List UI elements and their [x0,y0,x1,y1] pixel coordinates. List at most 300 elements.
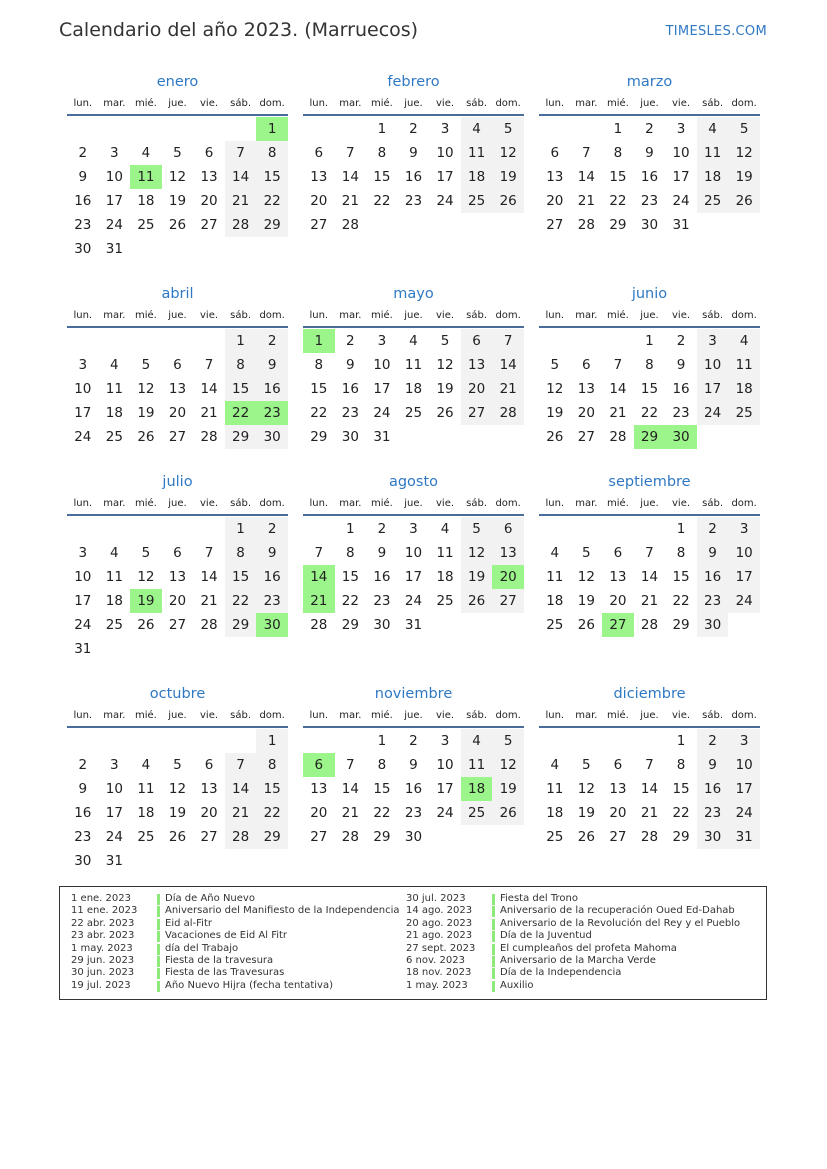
day-cell: 26 [461,589,493,613]
day-cell: 5 [141,357,151,373]
weekday-label: mar. [575,97,598,109]
holiday-date: 1 ene. 2023 [71,893,131,904]
day-cell: 28 [577,217,595,233]
holiday-marker [492,981,495,992]
month-enero [67,70,288,282]
weekday-label: vie. [672,309,691,321]
weekday-label: vie. [436,497,455,509]
holiday-item [406,980,740,992]
holiday-marker [492,944,495,955]
day-cell: 27 [310,829,328,845]
day-cell: 8 [377,145,387,161]
day-cell: 11 [461,141,493,165]
weekday-label: dom. [495,497,521,509]
day-cell: 9 [78,169,88,185]
day-cell: 14 [341,169,359,185]
empty-cell [571,517,603,541]
day-cell: 20 [609,593,627,609]
weekday-label: sáb. [702,97,724,109]
day-cell: 28 [492,401,524,425]
weekday-label: sáb. [230,497,252,509]
day-cell: 4 [550,545,560,561]
holiday-name: Fiesta del Trono [500,893,578,904]
day-cell: 2 [346,333,355,349]
day-cell: 27 [609,829,627,845]
day-cell: 5 [582,545,591,561]
holiday-item [406,930,740,942]
holiday-day-cell: 1 [256,117,288,141]
month-julio [67,470,288,682]
empty-cell [225,117,257,141]
weekday-label: sáb. [466,309,488,321]
day-cell: 22 [672,805,690,821]
empty-cell [162,517,194,541]
empty-cell [99,729,131,753]
weekday-label: jue. [168,97,187,109]
day-cell: 2 [697,517,729,541]
empty-cell [303,729,335,753]
day-cell: 2 [697,729,729,753]
day-grid [303,329,524,449]
day-cell: 2 [409,121,418,137]
day-cell: 4 [141,145,151,161]
holiday-day-cell: 21 [303,589,335,613]
holiday-item [71,967,400,979]
holiday-date: 19 jul. 2023 [71,979,131,991]
day-cell: 24 [373,405,391,421]
holiday-date: 30 jun. 2023 [71,967,135,979]
day-cell: 1 [256,729,288,753]
month-name: marzo [626,74,673,90]
day-cell: 29 [225,613,257,637]
day-cell: 24 [697,401,729,425]
empty-cell [193,329,225,353]
weekday-header [67,304,288,328]
weekday-label: vie. [200,709,219,721]
day-cell: 24 [728,589,760,613]
weekday-label: mar. [103,309,126,321]
empty-cell [162,729,194,753]
month-name: febrero [387,74,440,90]
day-cell: 18 [404,381,423,397]
day-cell: 9 [697,541,729,565]
day-cell: 10 [105,781,123,797]
day-cell: 3 [409,521,418,537]
day-cell: 21 [640,593,659,609]
holidays-list [59,886,767,1000]
day-cell: 26 [577,829,595,845]
day-cell: 4 [141,757,151,773]
day-cell: 17 [105,193,123,209]
day-cell: 13 [609,781,627,797]
holiday-name: Eid al-Fitr [165,917,212,929]
day-cell: 6 [550,145,560,161]
day-cell: 16 [697,777,729,801]
day-cell: 25 [105,617,123,633]
day-cell: 7 [582,145,591,161]
holiday-marker [157,894,160,905]
empty-cell [193,517,225,541]
day-cell: 7 [204,545,214,561]
weekday-label: vie. [436,97,455,109]
day-cell: 26 [546,429,564,445]
day-cell: 26 [492,189,524,213]
empty-cell [335,117,367,141]
day-cell: 18 [436,569,454,585]
day-cell: 21 [492,377,524,401]
day-cell: 7 [314,545,324,561]
day-cell: 19 [728,165,760,189]
day-cell: 30 [697,825,729,849]
month-name: mayo [393,286,434,302]
holiday-item [71,905,400,917]
holiday-item [406,905,740,917]
holiday-item [71,980,400,992]
day-cell: 7 [346,145,355,161]
month-row [67,682,760,894]
weekday-label: lun. [545,709,565,721]
month-name: octubre [149,686,206,702]
day-cell: 19 [492,777,524,801]
holiday-date: 18 nov. 2023 [406,967,472,979]
day-cell: 4 [550,757,560,773]
day-cell: 13 [310,169,328,185]
day-cell: 9 [409,145,418,161]
day-cell: 27 [200,217,218,233]
empty-cell [303,517,335,541]
day-cell: 23 [256,589,288,613]
holiday-name: Aniversario de la Revolución del Rey y el Pueblo [500,917,741,929]
day-cell: 9 [346,357,355,373]
day-cell: 27 [310,217,328,233]
day-cell: 15 [672,569,690,585]
month-febrero [303,70,524,282]
day-grid [303,517,524,637]
day-cell: 24 [105,829,123,845]
day-cell: 15 [256,777,288,801]
empty-cell [130,117,162,141]
day-cell: 15 [256,165,288,189]
day-cell: 24 [436,805,454,821]
month-name: septiembre [608,474,691,490]
day-grid [539,329,760,449]
holiday-marker [492,968,495,979]
weekday-label: jue. [640,497,659,509]
day-cell: 16 [404,781,423,797]
weekday-label: lun. [73,309,93,321]
weekday-label: mié. [134,497,157,509]
day-cell: 7 [613,357,623,373]
weekday-label: jue. [168,309,187,321]
day-cell: 15 [672,781,690,797]
day-cell: 26 [728,189,760,213]
holiday-day-cell: 6 [303,753,335,777]
weekday-label: mié. [606,309,629,321]
day-cell: 17 [74,593,92,609]
weekday-label: jue. [168,497,187,509]
day-cell: 13 [492,541,524,565]
holiday-name: Día de la Independencia [500,967,622,979]
day-cell: 8 [645,357,654,373]
day-cell: 13 [461,353,493,377]
day-cell: 26 [492,801,524,825]
weekday-label: sáb. [702,709,724,721]
day-cell: 14 [225,777,257,801]
holiday-day-cell: 30 [665,425,697,449]
day-grid [539,729,760,849]
day-cell: 12 [436,357,454,373]
holiday-day-cell: 18 [461,777,493,801]
day-cell: 8 [256,753,288,777]
day-cell: 9 [697,753,729,777]
holiday-item [406,893,740,905]
holiday-item [71,955,400,967]
day-cell: 18 [461,165,493,189]
weekday-label: lun. [73,497,93,509]
day-cell: 31 [373,429,391,445]
day-cell: 9 [645,145,654,161]
day-cell: 23 [672,405,690,421]
day-cell: 12 [577,781,595,797]
day-cell: 1 [676,733,686,749]
holiday-name: Fiesta de las Travesuras [165,967,285,979]
day-cell: 20 [461,377,493,401]
weekday-label: mié. [370,709,393,721]
day-cell: 3 [78,545,88,561]
day-cell: 25 [461,189,493,213]
day-cell: 21 [640,805,659,821]
empty-cell [193,729,225,753]
holiday-name: Año Nuevo Hijra (fecha tentativa) [165,979,333,991]
day-cell: 28 [341,829,359,845]
day-cell: 14 [200,569,218,585]
day-cell: 25 [546,617,564,633]
weekday-label: lun. [545,497,565,509]
holiday-marker [157,931,160,942]
day-cell: 21 [225,801,257,825]
day-cell: 22 [640,405,659,421]
day-cell: 14 [492,353,524,377]
day-cell: 29 [256,213,288,237]
day-cell: 12 [137,381,155,397]
day-cell: 31 [105,853,123,869]
day-cell: 30 [74,241,92,257]
day-cell: 17 [74,405,92,421]
day-cell: 23 [640,193,659,209]
weekday-header [539,92,760,116]
day-cell: 23 [341,405,359,421]
weekday-label: mié. [606,497,629,509]
day-cell: 16 [373,569,391,585]
day-cell: 19 [436,381,454,397]
holiday-marker [157,981,160,992]
weekday-label: vie. [436,309,455,321]
day-cell: 16 [74,193,92,209]
weekday-label: sáb. [230,97,252,109]
day-cell: 26 [577,617,595,633]
day-cell: 22 [672,593,690,609]
weekday-label: sáb. [702,309,724,321]
day-cell: 7 [225,753,257,777]
holiday-marker [157,968,160,979]
day-cell: 9 [256,541,288,565]
weekday-label: mié. [134,97,157,109]
empty-cell [539,329,571,353]
weekday-label: mar. [339,309,362,321]
holiday-date: 27 sept. 2023 [406,942,476,954]
weekday-header [67,92,288,116]
day-cell: 20 [577,405,595,421]
weekday-label: mar. [103,709,126,721]
holiday-marker [492,931,495,942]
empty-cell [67,329,99,353]
day-cell: 10 [373,357,391,373]
holiday-date: 6 nov. 2023 [406,954,465,966]
day-cell: 16 [640,169,659,185]
day-cell: 28 [200,617,218,633]
holiday-name: día del Trabajo [165,942,239,954]
day-cell: 30 [74,853,92,869]
holiday-date: 23 abr. 2023 [71,930,135,942]
day-cell: 9 [676,357,686,373]
day-cell: 27 [200,829,218,845]
day-cell: 21 [577,193,595,209]
day-cell: 12 [492,753,524,777]
day-cell: 29 [609,217,627,233]
day-cell: 21 [225,189,257,213]
day-cell: 19 [168,805,187,821]
weekday-label: jue. [404,97,423,109]
day-cell: 2 [645,121,654,137]
day-cell: 10 [74,569,92,585]
holiday-date: 30 jul. 2023 [406,893,466,904]
day-cell: 2 [78,145,88,161]
day-cell: 30 [256,425,288,449]
month-row [67,282,760,470]
month-name: noviembre [374,686,453,702]
weekday-label: vie. [436,709,455,721]
day-cell: 11 [105,569,123,585]
weekday-label: lun. [309,97,329,109]
day-cell: 1 [377,121,387,137]
day-cell: 20 [310,805,328,821]
day-cell: 17 [373,381,391,397]
month-mayo [303,282,524,470]
weekday-label: jue. [640,97,659,109]
day-cell: 3 [377,333,387,349]
day-cell: 11 [697,141,729,165]
holiday-day-cell: 14 [303,565,335,589]
day-cell: 3 [728,517,760,541]
day-cell: 2 [256,329,288,353]
day-cell: 18 [105,593,123,609]
day-cell: 29 [256,825,288,849]
day-cell: 3 [728,729,760,753]
day-cell: 11 [546,781,564,797]
day-cell: 29 [225,425,257,449]
day-cell: 10 [436,145,454,161]
day-cell: 23 [697,801,729,825]
day-cell: 25 [728,401,760,425]
month-name: abril [161,286,194,302]
day-cell: 23 [697,589,729,613]
holiday-marker [157,906,160,917]
day-cell: 29 [373,829,391,845]
day-cell: 1 [377,733,387,749]
day-cell: 9 [377,545,387,561]
weekday-label: sáb. [230,709,252,721]
day-cell: 25 [137,217,155,233]
weekday-label: lun. [309,709,329,721]
day-cell: 27 [168,429,187,445]
day-cell: 1 [225,329,257,353]
day-cell: 23 [373,593,391,609]
day-cell: 10 [728,753,760,777]
day-cell: 26 [168,829,187,845]
month-name: enero [156,74,199,90]
holiday-name: Vacaciones de Eid Al Fitr [165,930,288,942]
day-cell: 15 [640,381,659,397]
day-cell: 6 [173,357,182,373]
day-cell: 5 [550,357,560,373]
empty-cell [634,517,666,541]
day-cell: 12 [728,141,760,165]
weekday-label: jue. [404,497,423,509]
day-cell: 14 [640,781,659,797]
day-cell: 11 [436,545,454,561]
weekday-label: dom. [731,309,757,321]
day-cell: 10 [404,545,423,561]
day-cell: 20 [609,805,627,821]
day-cell: 2 [377,521,387,537]
empty-cell [539,729,571,753]
weekday-header [539,704,760,728]
day-cell: 6 [314,145,324,161]
day-cell: 5 [492,729,524,753]
holiday-name: Día de la Juventud [500,930,592,942]
month-marzo [539,70,760,282]
day-cell: 19 [168,193,187,209]
day-cell: 18 [137,805,155,821]
day-cell: 18 [697,165,729,189]
weekday-header [303,304,524,328]
weekday-label: mié. [370,309,393,321]
weekday-label: lun. [545,97,565,109]
day-cell: 5 [582,757,591,773]
holiday-day-cell: 23 [256,401,288,425]
weekday-label: mar. [339,497,362,509]
month-diciembre [539,682,760,894]
weekday-label: vie. [200,497,219,509]
day-cell: 5 [173,145,182,161]
day-cell: 24 [672,193,690,209]
weekday-label: sáb. [702,497,724,509]
weekday-label: jue. [404,709,423,721]
day-cell: 8 [613,145,623,161]
holiday-marker [492,894,495,905]
brand-link[interactable]: TIMESLES.COM [665,24,767,39]
day-cell: 21 [341,805,359,821]
day-cell: 7 [645,757,654,773]
day-grid [67,517,288,661]
weekday-label: dom. [259,709,285,721]
day-cell: 25 [404,405,423,421]
day-cell: 31 [672,217,690,233]
day-cell: 7 [225,141,257,165]
day-cell: 2 [78,757,88,773]
day-cell: 3 [110,145,119,161]
weekday-label: dom. [259,497,285,509]
